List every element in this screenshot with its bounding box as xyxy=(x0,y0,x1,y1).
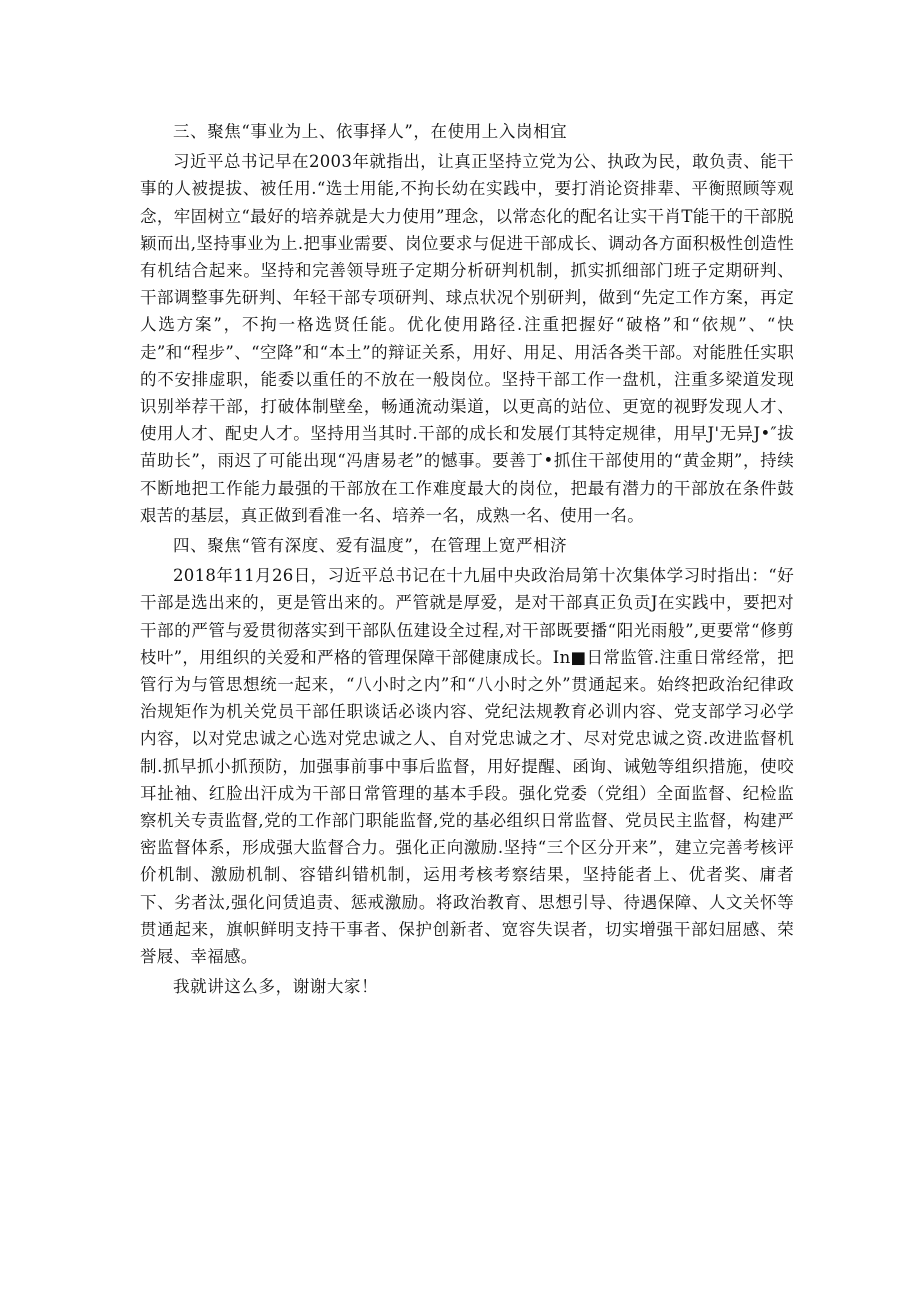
section-4-paragraph: 2018年11月26日，习近平总书记在十九届中央政治局第十次集体学习时指出：“好干部是选出来的，更是管出来的。严管就是厚爱，是对干部真正负贡J在实践中，要把对干部的严管与爱贯彻落实到干部队伍建设全过程,对干部既要播“阳光雨般”,更要常“修剪枝叶”，用组织的关爱和严格的管理保障干部健康成长。In■日常监管.注重日常经常，把管行为与管思想统一起来，“八小时之内”和“八小时之外”贯通起来。始终把政治纪律政治规矩作为机关党员干部任职谈话必谈内容、党纪法规教育必训内容、党支部学习必学内容，以对党忠诚之心选对党忠诚之人、自对党忠诚之才、尽对党忠诚之资.改进监督机制.抓早抓小抓预防，加强事前事中事后监督，用好提醒、函询、诫勉等组织措施，使咬耳扯袖、红脸出汗成为干部日常管理的基本手段。强化党委（党组）全面监督、纪检监察机关专责监督,党的工作部门职能监督,党的基必组织日常监督、党员民主监督，构建严密监督体系，形成强大监督合力。强化正向激励.坚持“三个区分开来”，建立完善考核评价机制、激励机制、容错纠错机制，运用考核考察结果，坚持能者上、优者奖、庸者下、劣者汰,强化问赁追责、惩戒激励。将政治教育、思想引导、待遇保障、人文关怀等贯通起来，旗帜鲜明支持干事者、保护创新者、宽容失误者，切实增强干部妇屈感、荣誉屐、幸福感。 xyxy=(140,566,794,967)
section-3-heading: 三、聚焦“事业为上、依事择人”，在使用上入岗相宜 xyxy=(173,122,568,141)
section-3-paragraph: 习近平总书记早在2003年就指出，让真正坚持立党为公、执政为民，敢负责、能干事的人被提拔、被任用.“选士用能,不拘长幼在实践中，要打消论资排辈、平衡照顾等观念，牢固树立“最好的培养就是大力使用”理念，以常态化的配名让实干肖T能干的干部脱颖而出,坚持事业为上.把事业需要、岗位要求与促进干部成长、调动各方面积极性创造性有机结合起来。坚持和完善领导班子定期分析研判机制，抓实抓细部门班子定期研判、干部调整事先研判、年轻干部专项研判、球点状况个别研判，做到“先定工作方案，再定人选方案”，不拘一格选贤任能。优化使用路径.注重把握好“破格”和“依规”、“快走”和“程步”、“空降”和“本土”的辩证关系，用好、用足、用活各类干部。对能胜任实职的不安排虚职，能委以重任的不放在一般岗位。坚持干部工作一盘机，注重多梁道发现识别举荐干部，打破体制壁垒，畅通流动渠道，以更高的站位、更宽的视野发现人才、使用人才、配史人才。坚持用当其时.干部的成长和发展仃其特定规律，用早J'无异J•″拔苗助长”，雨迟了可能出现“冯唐易老”的憾事。要善丁•抓住干部使用的“黄金期”，持续不断地把工作能力最强的干部放在工作难度最大的岗位，把最有潜力的干部放在条件鼓艰苦的基层，真正做到看准一名、培养一名，成熟一名、使用一名。 xyxy=(140,152,794,525)
section-4-heading: 四、聚焦“管有深度、爱有温度”，在管理上宽严相济 xyxy=(173,536,568,556)
document-page xyxy=(140,118,794,1001)
closing-remark: 我就讲这么多，谢谢大家！ xyxy=(173,977,379,997)
